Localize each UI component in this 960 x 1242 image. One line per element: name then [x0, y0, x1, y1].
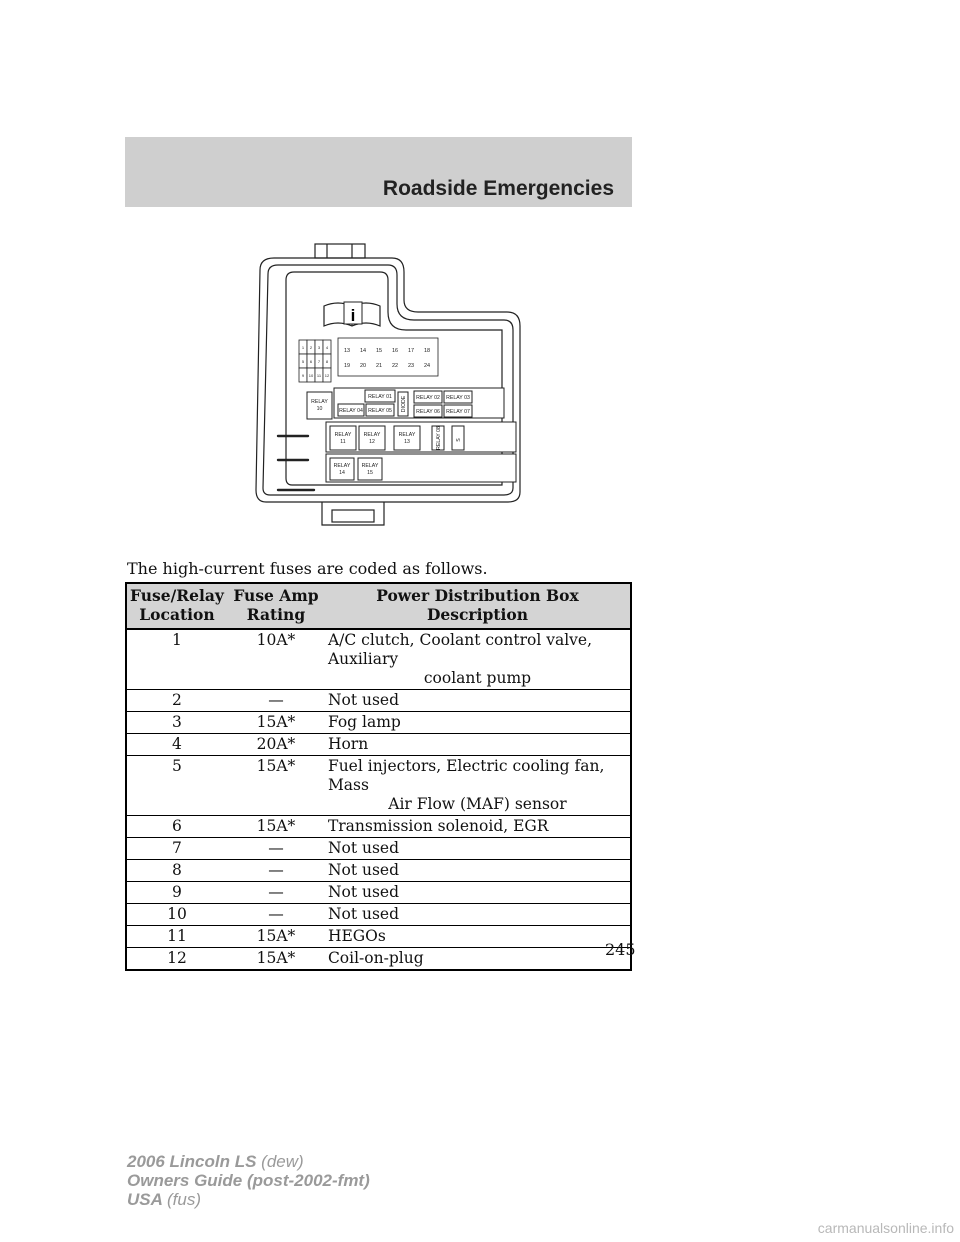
- cell-description: Not used: [325, 904, 631, 926]
- cell-amp: 10A*: [227, 629, 325, 690]
- fuse-label: 17: [407, 348, 415, 354]
- fuse-label: 4: [325, 345, 329, 350]
- watermark: carmanualsonline.info: [817, 1220, 954, 1236]
- cell-description: Coil-on-plug: [325, 948, 631, 971]
- cell-location: 10: [126, 904, 227, 926]
- cell-description: Not used: [325, 882, 631, 904]
- svg-text:RELAY 08: RELAY 08: [436, 426, 442, 450]
- table-row: [126, 948, 631, 971]
- fuse-table: [125, 582, 632, 971]
- cell-amp: —: [227, 838, 325, 860]
- cell-description: Transmission solenoid, EGR: [325, 816, 631, 838]
- svg-text:S: S: [456, 438, 462, 442]
- svg-text:DIODE: DIODE: [401, 395, 407, 413]
- cell-location: 1: [126, 629, 227, 690]
- cell-amp: 15A*: [227, 756, 325, 816]
- svg-text:RELAY 04: RELAY 04: [339, 408, 363, 414]
- table-row: [126, 816, 631, 838]
- svg-text:RELAY: RELAY: [361, 463, 379, 469]
- fuse-label: 23: [407, 363, 415, 369]
- fuse-box-diagram: [252, 240, 522, 540]
- fuse-label: 20: [359, 363, 367, 369]
- cell-location: 4: [126, 734, 227, 756]
- table-row: [126, 838, 631, 860]
- svg-text:RELAY 06: RELAY 06: [416, 409, 440, 415]
- svg-text:RELAY: RELAY: [334, 432, 352, 438]
- relay-13: [394, 426, 420, 450]
- fuse-label: 10: [308, 373, 314, 378]
- cell-description: Fog lamp: [325, 712, 631, 734]
- relay-14: [330, 458, 354, 480]
- cell-location: 6: [126, 816, 227, 838]
- svg-text:13: 13: [404, 439, 410, 445]
- cell-description: A/C clutch, Coolant control valve, Auxiliary coolant pump: [325, 629, 631, 690]
- table-row: [126, 629, 631, 690]
- cell-amp: —: [227, 860, 325, 882]
- fuse-label: 16: [391, 348, 399, 354]
- fuse-label: 7: [317, 359, 321, 364]
- fuse-label: 12: [324, 373, 330, 378]
- owner-guide-book-icon: [324, 302, 380, 326]
- svg-text:i: i: [350, 306, 356, 325]
- cell-description: Fuel injectors, Electric cooling fan, Mass Air Flow (MAF) sensor: [325, 756, 631, 816]
- svg-text:10: 10: [316, 406, 323, 412]
- fuse-label: 9: [301, 373, 305, 378]
- small-fuse-grid: [299, 340, 331, 382]
- svg-text:RELAY 01: RELAY 01: [368, 394, 392, 400]
- footer-imprint: 2006 Lincoln LS (dew) Owners Guide (post-2002-fmt) USA (fus): [127, 1152, 370, 1209]
- svg-text:RELAY: RELAY: [333, 463, 351, 469]
- cell-location: 9: [126, 882, 227, 904]
- cell-amp: 20A*: [227, 734, 325, 756]
- fuse-label: 8: [325, 359, 329, 364]
- svg-text:RELAY: RELAY: [398, 432, 416, 438]
- mini-fuse-frame: [338, 338, 438, 376]
- fuse-label: 13: [343, 348, 351, 354]
- fuse-label: 18: [423, 348, 431, 354]
- fuse-label: 11: [316, 373, 322, 378]
- cell-amp: —: [227, 882, 325, 904]
- cell-amp: 15A*: [227, 712, 325, 734]
- fuse-label: 24: [423, 363, 431, 369]
- section-title: Roadside Emergencies: [382, 177, 614, 200]
- intro-text: The high-current fuses are coded as follows.: [127, 559, 488, 578]
- fuse-label: 22: [391, 363, 399, 369]
- cell-location: 11: [126, 926, 227, 948]
- cell-location: 2: [126, 690, 227, 712]
- fuse-label: 21: [375, 363, 383, 369]
- cell-description: Horn: [325, 734, 631, 756]
- svg-text:14: 14: [339, 470, 345, 476]
- cell-location: 5: [126, 756, 227, 816]
- svg-text:11: 11: [340, 439, 346, 445]
- shunt: [452, 426, 464, 450]
- svg-text:12: 12: [369, 439, 375, 445]
- fuse-label: 3: [317, 345, 321, 350]
- relay-15: [358, 458, 382, 480]
- fuse-label: 5: [301, 359, 305, 364]
- header-amp-rating: Fuse Amp Rating: [227, 583, 325, 629]
- fuse-label: 19: [343, 363, 351, 369]
- svg-text:15: 15: [367, 470, 373, 476]
- table-row: [126, 756, 631, 816]
- fuse-label: 14: [359, 348, 367, 354]
- relay-12: [359, 426, 385, 450]
- page-number: 245: [605, 940, 636, 959]
- cell-amp: —: [227, 904, 325, 926]
- table-row: [126, 904, 631, 926]
- cell-location: 3: [126, 712, 227, 734]
- table-row: [126, 926, 631, 948]
- svg-text:RELAY 02: RELAY 02: [416, 395, 440, 401]
- cell-description: Not used: [325, 838, 631, 860]
- top-tab: [315, 244, 365, 258]
- cell-amp: 15A*: [227, 926, 325, 948]
- cell-amp: 15A*: [227, 948, 325, 971]
- cell-location: 8: [126, 860, 227, 882]
- header-location: Fuse/Relay Location: [126, 583, 227, 629]
- cell-description: HEGOs: [325, 926, 631, 948]
- header-description: Power Distribution Box Description: [325, 583, 631, 629]
- mini-fuse-rows: [338, 338, 438, 376]
- table-row: [126, 882, 631, 904]
- fuse-label: 15: [375, 348, 383, 354]
- table-row: [126, 690, 631, 712]
- table-row: [126, 734, 631, 756]
- cell-description: Not used: [325, 690, 631, 712]
- section-header-band: [125, 137, 632, 207]
- table-row: [126, 860, 631, 882]
- svg-text:RELAY 05: RELAY 05: [368, 408, 392, 414]
- fuse-label: 1: [301, 345, 305, 350]
- cell-location: 12: [126, 948, 227, 971]
- svg-text:RELAY 07: RELAY 07: [446, 409, 470, 415]
- cell-amp: —: [227, 690, 325, 712]
- cell-amp: 15A*: [227, 816, 325, 838]
- svg-text:RELAY 03: RELAY 03: [446, 395, 470, 401]
- relay-11: [330, 426, 356, 450]
- svg-text:RELAY: RELAY: [311, 399, 328, 405]
- svg-text:RELAY: RELAY: [363, 432, 381, 438]
- table-row: [126, 712, 631, 734]
- cell-description: Not used: [325, 860, 631, 882]
- cell-location: 7: [126, 838, 227, 860]
- fuse-label: 2: [309, 345, 313, 350]
- table-header-row: [126, 583, 631, 629]
- fuse-label: 6: [309, 359, 313, 364]
